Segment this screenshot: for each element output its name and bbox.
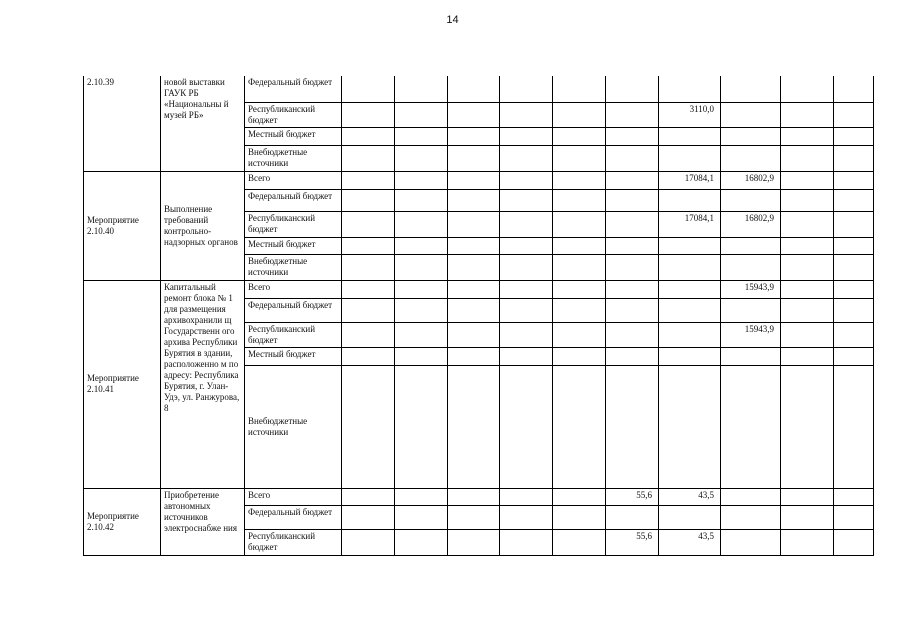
amount-cell [781, 298, 834, 322]
amount-cell [553, 76, 606, 102]
amount-cell [781, 322, 834, 347]
amount-cell [342, 171, 395, 189]
funding-source-cell: Внебюджетные источники [245, 254, 342, 280]
amount-cell [721, 76, 781, 102]
amount-cell [834, 145, 874, 171]
amount-cell [606, 237, 659, 254]
amount-cell [553, 529, 606, 555]
amount-cell [553, 211, 606, 237]
funding-source-cell: Внебюджетные источники [245, 365, 342, 488]
amount-cell [448, 298, 500, 322]
amount-cell [553, 488, 606, 505]
amount-cell [448, 254, 500, 280]
amount-cell [342, 254, 395, 280]
amount-cell [721, 529, 781, 555]
amount-cell [342, 347, 395, 365]
amount-cell [553, 237, 606, 254]
amount-cell [500, 76, 553, 102]
amount-cell [721, 254, 781, 280]
amount-cell [721, 298, 781, 322]
amount-cell [342, 505, 395, 529]
amount-cell [500, 505, 553, 529]
amount-cell [448, 211, 500, 237]
amount-cell [606, 298, 659, 322]
amount-cell [395, 189, 448, 211]
amount-cell [721, 365, 781, 488]
table-row [84, 280, 874, 298]
amount-cell [659, 254, 721, 280]
amount-cell [721, 488, 781, 505]
funding-source-cell: Федеральный бюджет [245, 189, 342, 211]
amount-cell [342, 127, 395, 145]
amount-cell [606, 102, 659, 127]
amount-cell [721, 237, 781, 254]
amount-cell [448, 347, 500, 365]
amount-cell [500, 189, 553, 211]
amount-cell [395, 322, 448, 347]
event-name-cell: новой выставки ГАУК РБ «Национальны й музей РБ» [161, 76, 245, 171]
funding-source-cell: Местный бюджет [245, 347, 342, 365]
amount-cell [834, 211, 874, 237]
event-name-cell: Выполнение требований контрольно-надзорных органов [161, 171, 245, 280]
amount-cell [553, 322, 606, 347]
amount-cell [395, 237, 448, 254]
table-row [84, 171, 874, 189]
amount-cell [781, 505, 834, 529]
amount-cell [448, 365, 500, 488]
amount-cell [342, 280, 395, 298]
amount-cell [448, 488, 500, 505]
amount-cell [781, 237, 834, 254]
amount-cell [553, 505, 606, 529]
amount-cell [553, 347, 606, 365]
amount-cell [342, 145, 395, 171]
table-row [84, 488, 874, 505]
amount-cell [395, 127, 448, 145]
amount-cell [834, 171, 874, 189]
amount-cell [500, 145, 553, 171]
amount-cell [500, 488, 553, 505]
amount-cell [553, 189, 606, 211]
amount-cell [659, 237, 721, 254]
amount-cell [781, 488, 834, 505]
amount-cell [721, 127, 781, 145]
amount-cell [659, 298, 721, 322]
amount-cell [395, 102, 448, 127]
event-code-cell: 2.10.39 [84, 76, 161, 171]
amount-cell [781, 280, 834, 298]
amount-cell [395, 171, 448, 189]
amount-cell [834, 505, 874, 529]
amount-cell [500, 171, 553, 189]
funding-source-cell: Республиканский бюджет [245, 211, 342, 237]
amount-cell [553, 145, 606, 171]
amount-cell [553, 298, 606, 322]
funding-source-cell: Федеральный бюджет [245, 298, 342, 322]
amount-cell [448, 189, 500, 211]
amount-cell [659, 365, 721, 488]
amount-cell: 43,5 [659, 488, 721, 505]
amount-cell [606, 280, 659, 298]
amount-cell [606, 127, 659, 145]
amount-cell [553, 127, 606, 145]
amount-cell [834, 237, 874, 254]
amount-cell [606, 189, 659, 211]
amount-cell [448, 280, 500, 298]
event-code-cell: Мероприятие 2.10.40 [84, 171, 161, 280]
amount-cell [659, 347, 721, 365]
amount-cell [500, 102, 553, 127]
amount-cell [606, 211, 659, 237]
amount-cell [342, 298, 395, 322]
amount-cell [659, 189, 721, 211]
amount-cell [395, 529, 448, 555]
funding-source-cell: Федеральный бюджет [245, 505, 342, 529]
funding-source-cell: Республиканский бюджет [245, 322, 342, 347]
amount-cell [781, 254, 834, 280]
amount-cell [606, 254, 659, 280]
amount-cell [448, 505, 500, 529]
amount-cell [781, 211, 834, 237]
amount-cell [342, 529, 395, 555]
event-name-cell: Приобретение автономных источников электроснабже ния [161, 488, 245, 555]
amount-cell [721, 145, 781, 171]
amount-cell [781, 529, 834, 555]
amount-cell [606, 365, 659, 488]
funding-source-cell: Внебюджетные источники [245, 145, 342, 171]
amount-cell: 17084,1 [659, 211, 721, 237]
amount-cell: 16802,9 [721, 211, 781, 237]
funding-source-cell: Федеральный бюджет [245, 76, 342, 102]
amount-cell [395, 254, 448, 280]
amount-cell [342, 488, 395, 505]
amount-cell [342, 102, 395, 127]
amount-cell [659, 127, 721, 145]
amount-cell [448, 237, 500, 254]
amount-cell [834, 322, 874, 347]
table-row [84, 76, 874, 102]
amount-cell [500, 280, 553, 298]
amount-cell [395, 211, 448, 237]
amount-cell [781, 365, 834, 488]
amount-cell [606, 76, 659, 102]
amount-cell [448, 529, 500, 555]
amount-cell [500, 237, 553, 254]
amount-cell [781, 76, 834, 102]
amount-cell [553, 254, 606, 280]
amount-cell: 17084,1 [659, 171, 721, 189]
amount-cell [448, 145, 500, 171]
amount-cell [606, 171, 659, 189]
amount-cell [395, 505, 448, 529]
amount-cell [342, 211, 395, 237]
amount-cell: 55,6 [606, 529, 659, 555]
amount-cell [500, 298, 553, 322]
amount-cell [500, 127, 553, 145]
amount-cell [834, 127, 874, 145]
budget-table [83, 76, 874, 556]
amount-cell [781, 102, 834, 127]
budget-table-body [84, 76, 874, 555]
amount-cell [500, 365, 553, 488]
amount-cell [606, 322, 659, 347]
amount-cell [342, 189, 395, 211]
amount-cell [834, 365, 874, 488]
funding-source-cell: Республиканский бюджет [245, 102, 342, 127]
amount-cell [395, 347, 448, 365]
amount-cell [395, 365, 448, 488]
amount-cell [342, 365, 395, 488]
amount-cell: 15943,9 [721, 280, 781, 298]
amount-cell [500, 254, 553, 280]
funding-source-cell: Всего [245, 488, 342, 505]
amount-cell [834, 298, 874, 322]
amount-cell [500, 529, 553, 555]
amount-cell [342, 322, 395, 347]
funding-source-cell: Местный бюджет [245, 127, 342, 145]
amount-cell [721, 102, 781, 127]
amount-cell [834, 189, 874, 211]
amount-cell [342, 237, 395, 254]
amount-cell [553, 365, 606, 488]
amount-cell [781, 347, 834, 365]
amount-cell: 16802,9 [721, 171, 781, 189]
event-code-cell: Мероприятие 2.10.41 [84, 280, 161, 488]
amount-cell [553, 280, 606, 298]
amount-cell [781, 145, 834, 171]
amount-cell [721, 347, 781, 365]
event-code-cell: Мероприятие 2.10.42 [84, 488, 161, 555]
amount-cell [781, 171, 834, 189]
page-number: 14 [446, 14, 459, 26]
amount-cell [834, 347, 874, 365]
amount-cell [834, 280, 874, 298]
amount-cell [500, 322, 553, 347]
amount-cell [500, 211, 553, 237]
funding-source-cell: Республиканский бюджет [245, 529, 342, 555]
amount-cell [659, 505, 721, 529]
funding-source-cell: Местный бюджет [245, 237, 342, 254]
amount-cell [448, 76, 500, 102]
amount-cell [721, 505, 781, 529]
amount-cell [395, 76, 448, 102]
amount-cell [395, 145, 448, 171]
amount-cell [395, 488, 448, 505]
amount-cell [781, 127, 834, 145]
amount-cell [448, 322, 500, 347]
amount-cell [448, 127, 500, 145]
funding-source-cell: Всего [245, 171, 342, 189]
amount-cell [553, 171, 606, 189]
amount-cell: 43,5 [659, 529, 721, 555]
amount-cell [834, 488, 874, 505]
amount-cell [395, 298, 448, 322]
amount-cell [721, 189, 781, 211]
amount-cell [500, 347, 553, 365]
event-name-cell: Капитальный ремонт блока № 1 для размещения архивохранили щ Государственн ого архива Республики Бурятия в здании, расположенно м по адресу: Республика Бурятия, г. Улан-Удэ, ул. Ранжурова, 8 [161, 280, 245, 488]
amount-cell [395, 280, 448, 298]
amount-cell [781, 189, 834, 211]
amount-cell [448, 171, 500, 189]
amount-cell: 3110,0 [659, 102, 721, 127]
amount-cell [834, 529, 874, 555]
amount-cell [606, 347, 659, 365]
amount-cell [448, 102, 500, 127]
funding-source-cell: Всего [245, 280, 342, 298]
amount-cell [834, 76, 874, 102]
amount-cell [834, 102, 874, 127]
amount-cell [606, 145, 659, 171]
amount-cell [659, 76, 721, 102]
amount-cell [659, 322, 721, 347]
amount-cell [553, 102, 606, 127]
amount-cell: 15943,9 [721, 322, 781, 347]
amount-cell: 55,6 [606, 488, 659, 505]
amount-cell [834, 254, 874, 280]
amount-cell [342, 76, 395, 102]
amount-cell [659, 145, 721, 171]
amount-cell [606, 505, 659, 529]
amount-cell [659, 280, 721, 298]
